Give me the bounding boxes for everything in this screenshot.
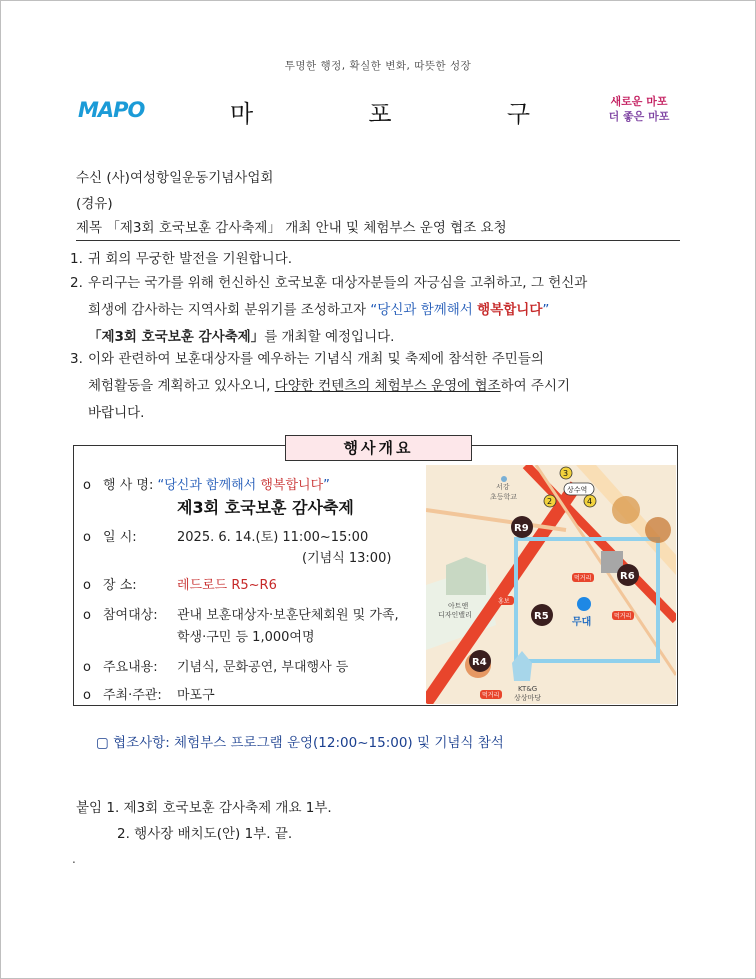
org-title-char: 포	[368, 100, 392, 128]
event-participants-row	[83, 604, 399, 623]
org-title-char: 마	[230, 100, 254, 128]
event-slogan: “당신과 함께해서	[157, 478, 261, 493]
participants-line2: 학생·구민 등 1,000여명	[177, 630, 315, 645]
event-title: 제3회 호국보훈 감사축제	[177, 498, 354, 517]
paragraph-2	[70, 270, 680, 351]
venue-map	[426, 465, 676, 704]
event-slogan-highlight: 행복합니다	[260, 478, 324, 493]
paragraph-text: 우리구는 국가를 위해 헌신하신 호국보훈 대상자분들의 자긍심을 고취하고, 그 헌신과	[88, 275, 588, 291]
paragraph-text: 희생에 감사하는 지역사회 분위기를 조성하고자	[88, 302, 371, 318]
stage-marker	[577, 597, 591, 611]
school-marker	[501, 476, 507, 482]
bullet: o	[83, 478, 91, 493]
request-underline: 다양한 컨텐츠의 체험부스 운영에 협조	[274, 378, 501, 394]
paragraph-text: 귀 회의 무궁한 발전을 기원합니다.	[88, 251, 293, 267]
org-title	[230, 94, 530, 129]
bullet: o	[83, 578, 91, 593]
event-slogan-end: ”	[323, 478, 330, 493]
map-decoration	[645, 517, 671, 543]
ktg-label: KT&G	[518, 685, 538, 693]
booth-label: 먹거리	[614, 613, 632, 620]
event-name-row	[83, 474, 330, 493]
bullet: o	[83, 530, 91, 545]
paragraph-3	[70, 346, 680, 427]
event-overview-box	[73, 439, 678, 706]
paragraph-text: 체험활동을 계획하고 있사오니,	[88, 378, 275, 394]
row-label: 일 시:	[103, 530, 137, 545]
school-label: 서강	[496, 483, 510, 491]
slogan-quote-end: ”	[542, 302, 550, 318]
cooperation-request: ▢ 협조사항: 체험부스 프로그램 운영(12:00~15:00) 및 기념식 참석	[96, 735, 504, 751]
slogan-highlight: 행복합니다	[477, 302, 543, 318]
booth-label: 먹거리	[482, 692, 500, 699]
attachment-line2: 2. 행사장 배치도(안) 1부. 끝.	[117, 826, 293, 842]
row-label: 장 소:	[103, 578, 137, 593]
paragraph-number: 3.	[70, 351, 83, 367]
row-value: 마포구	[177, 688, 215, 703]
bullet: o	[83, 608, 91, 623]
art-label2: 디자인밸리	[438, 611, 472, 619]
row-value: 레드로드 R5~R6	[177, 578, 277, 593]
line4-label: 4	[587, 497, 593, 506]
ktg-label2: 상상마당	[514, 694, 542, 702]
row-label: 참여대상:	[103, 608, 158, 623]
slogan-quote: “당신과 함께해서	[370, 302, 478, 318]
school-label2: 초등학교	[490, 493, 518, 501]
slogan-logo-line2: 더 좋은 마포	[608, 110, 670, 123]
paragraph-text: 를 개최할 예정입니다.	[264, 329, 395, 345]
sangsu-label: 상수역	[567, 486, 588, 494]
event-date-row	[83, 526, 368, 545]
row-value: 2025. 6. 14.(토) 11:00~15:00	[177, 530, 369, 545]
paragraph-text: 이와 관련하여 보훈대상자를 예우하는 기념식 개최 및 축제에 참석한 주민들의	[88, 351, 544, 367]
map-building	[446, 557, 486, 595]
event-name-bold: 「제3회 호국보훈 감사축제」	[88, 329, 265, 345]
r5-label: R5	[534, 611, 549, 622]
stage-label: 무대	[572, 617, 592, 628]
org-title-char: 구	[506, 100, 530, 128]
line2-label: 2	[547, 497, 553, 506]
row-value: 관내 보훈대상자·보훈단체회원 및 가족,	[177, 608, 399, 623]
event-content-row	[83, 656, 348, 675]
row-value: 기념식, 문화공연, 부대행사 등	[177, 660, 349, 675]
paragraph-number: 2.	[70, 275, 83, 291]
booth-label: 먹거리	[574, 575, 592, 582]
r6-label: R6	[620, 571, 635, 582]
line3-label: 3	[563, 469, 569, 478]
slogan-logo	[604, 94, 674, 124]
trailing-mark: .	[72, 852, 76, 866]
paragraph-number: 1.	[70, 251, 83, 267]
ceremony-time: (기념식 13:00)	[302, 551, 392, 566]
via-line: (경유)	[76, 196, 113, 212]
mapo-logo: MAPO	[78, 98, 145, 122]
subject-line: 제목 「제3회 호국보훈 감사축제」 개최 안내 및 체험부스 운영 협조 요청	[76, 216, 680, 241]
paragraph-text: 하여 주시기	[500, 378, 571, 394]
row-label: 주요내용:	[103, 660, 158, 675]
row-label: 행 사 명:	[103, 478, 154, 493]
paragraph-text: 바랍니다.	[88, 405, 145, 421]
slogan: 투명한 행정, 확실한 변화, 따뜻한 성장	[284, 60, 472, 72]
event-place-row	[83, 574, 277, 593]
map-decoration	[612, 496, 640, 524]
bullet: o	[83, 688, 91, 703]
recipient-line: 수신 (사)여성항일운동기념사업회	[76, 170, 274, 186]
event-box-title: 행사개요	[285, 435, 472, 461]
art-label: 아트앤	[448, 602, 469, 610]
bullet: o	[83, 660, 91, 675]
row-label: 주최·주관:	[103, 688, 162, 703]
slogan-logo-line1: 새로운 마포	[610, 95, 668, 108]
event-host-row	[83, 684, 215, 703]
venue-map-svg	[426, 465, 676, 704]
r9-label: R9	[514, 523, 529, 534]
booth-label: 홍보	[498, 598, 510, 605]
paragraph-1	[70, 246, 680, 273]
attachment-line1: 붙임 1. 제3회 호국보훈 감사축제 개요 1부.	[76, 800, 332, 816]
r4-label: R4	[472, 657, 487, 668]
